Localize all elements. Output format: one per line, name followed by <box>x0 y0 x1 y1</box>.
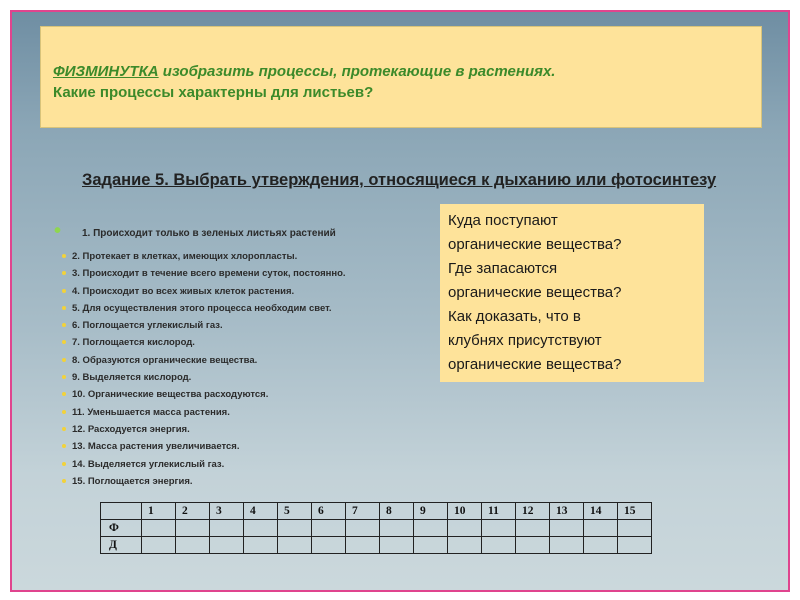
answer-cell[interactable] <box>584 537 618 554</box>
answer-cell[interactable] <box>312 537 346 554</box>
answer-cell[interactable] <box>380 537 414 554</box>
list-item: 4. Происходит во всех живых клеток растения. <box>62 283 346 300</box>
answer-cell[interactable] <box>210 537 244 554</box>
question-line: Куда поступают <box>448 212 558 229</box>
header-line1 <box>53 63 555 80</box>
table-header-cell: 4 <box>244 503 278 520</box>
slide <box>10 10 790 592</box>
answer-cell[interactable] <box>278 537 312 554</box>
answer-cell[interactable] <box>346 520 380 537</box>
answer-table <box>100 502 652 554</box>
list-item: 5. Для осуществления этого процесса необходим свет. <box>62 300 346 317</box>
row-label: Ф <box>101 520 142 537</box>
list-item: 9. Выделяется кислород. <box>62 369 346 386</box>
answer-cell[interactable] <box>482 537 516 554</box>
answer-cell[interactable] <box>618 520 652 537</box>
list-item: 15. Поглощается энергия. <box>62 473 346 490</box>
table-header-cell: 7 <box>346 503 380 520</box>
answer-cell[interactable] <box>244 537 278 554</box>
question-line: Как доказать, что в <box>448 308 581 325</box>
table-header-cell: 10 <box>448 503 482 520</box>
answer-cell[interactable] <box>414 537 448 554</box>
header-line2: Какие процессы характерны для листьев? <box>53 84 374 101</box>
table-header-cell: 13 <box>550 503 584 520</box>
statement-text: 1. Происходит только в зеленых листьях растений <box>82 228 336 239</box>
header-keyword: ФИЗМИНУТКА <box>53 63 159 80</box>
answer-cell[interactable] <box>176 520 210 537</box>
answer-cell[interactable] <box>176 537 210 554</box>
list-item: 2. Протекает в клетках, имеющих хлоропласты. <box>62 248 346 265</box>
table-row <box>101 520 652 537</box>
answer-cell[interactable] <box>516 520 550 537</box>
answer-cell[interactable] <box>312 520 346 537</box>
row-label: Д <box>101 537 142 554</box>
table-header-cell: 15 <box>618 503 652 520</box>
answer-cell[interactable] <box>414 520 448 537</box>
answer-cell[interactable] <box>142 537 176 554</box>
answer-cell[interactable] <box>584 520 618 537</box>
table-header-row <box>101 503 652 520</box>
list-item: 3. Происходит в течение всего времени суток, постоянно. <box>62 265 346 282</box>
list-item: 10. Органические вещества расходуются. <box>62 386 346 403</box>
list-item: 7. Поглощается кислород. <box>62 334 346 351</box>
header-line1-rest: изобразить процессы, протекающие в растениях. <box>158 63 556 80</box>
task-title: Задание 5. Выбрать утверждения, относящиеся к дыханию или фотосинтезу <box>82 171 717 189</box>
answer-cell[interactable] <box>346 537 380 554</box>
answer-cell[interactable] <box>244 520 278 537</box>
bullet-icon: • <box>54 220 62 242</box>
table-header-cell: 5 <box>278 503 312 520</box>
question-line: органические вещества? <box>448 236 622 253</box>
table-header-cell: 12 <box>516 503 550 520</box>
table-corner-cell <box>101 503 142 520</box>
table-header-cell: 3 <box>210 503 244 520</box>
list-item: 13. Масса растения увеличивается. <box>62 438 346 455</box>
answer-cell[interactable] <box>516 537 550 554</box>
table-row <box>101 537 652 554</box>
list-item: 14. Выделяется углекислый газ. <box>62 456 346 473</box>
answer-cell[interactable] <box>550 537 584 554</box>
table-header-cell: 11 <box>482 503 516 520</box>
answer-cell[interactable] <box>482 520 516 537</box>
answer-cell[interactable] <box>618 537 652 554</box>
list-item: 8. Образуются органические вещества. <box>62 352 346 369</box>
table-header-cell: 8 <box>380 503 414 520</box>
list-item: 12. Расходуется энергия. <box>62 421 346 438</box>
question-line: клубнях присутствуют <box>448 332 602 349</box>
question-line: органические вещества? <box>448 356 622 373</box>
statement-list <box>62 248 346 490</box>
question-line: органические вещества? <box>448 284 622 301</box>
header-box <box>40 26 762 128</box>
list-item: 6. Поглощается углекислый газ. <box>62 317 346 334</box>
table-header-cell: 1 <box>142 503 176 520</box>
table-header-cell: 2 <box>176 503 210 520</box>
answer-cell[interactable] <box>380 520 414 537</box>
table-header-cell: 9 <box>414 503 448 520</box>
statement-1 <box>54 220 336 242</box>
list-item: 11. Уменьшается масса растения. <box>62 404 346 421</box>
answer-cell[interactable] <box>448 520 482 537</box>
table-header-cell: 6 <box>312 503 346 520</box>
question-line: Где запасаются <box>448 260 558 277</box>
question-box <box>440 204 704 382</box>
table-header-cell: 14 <box>584 503 618 520</box>
answer-cell[interactable] <box>278 520 312 537</box>
answer-cell[interactable] <box>448 537 482 554</box>
answer-cell[interactable] <box>142 520 176 537</box>
answer-cell[interactable] <box>550 520 584 537</box>
answer-cell[interactable] <box>210 520 244 537</box>
